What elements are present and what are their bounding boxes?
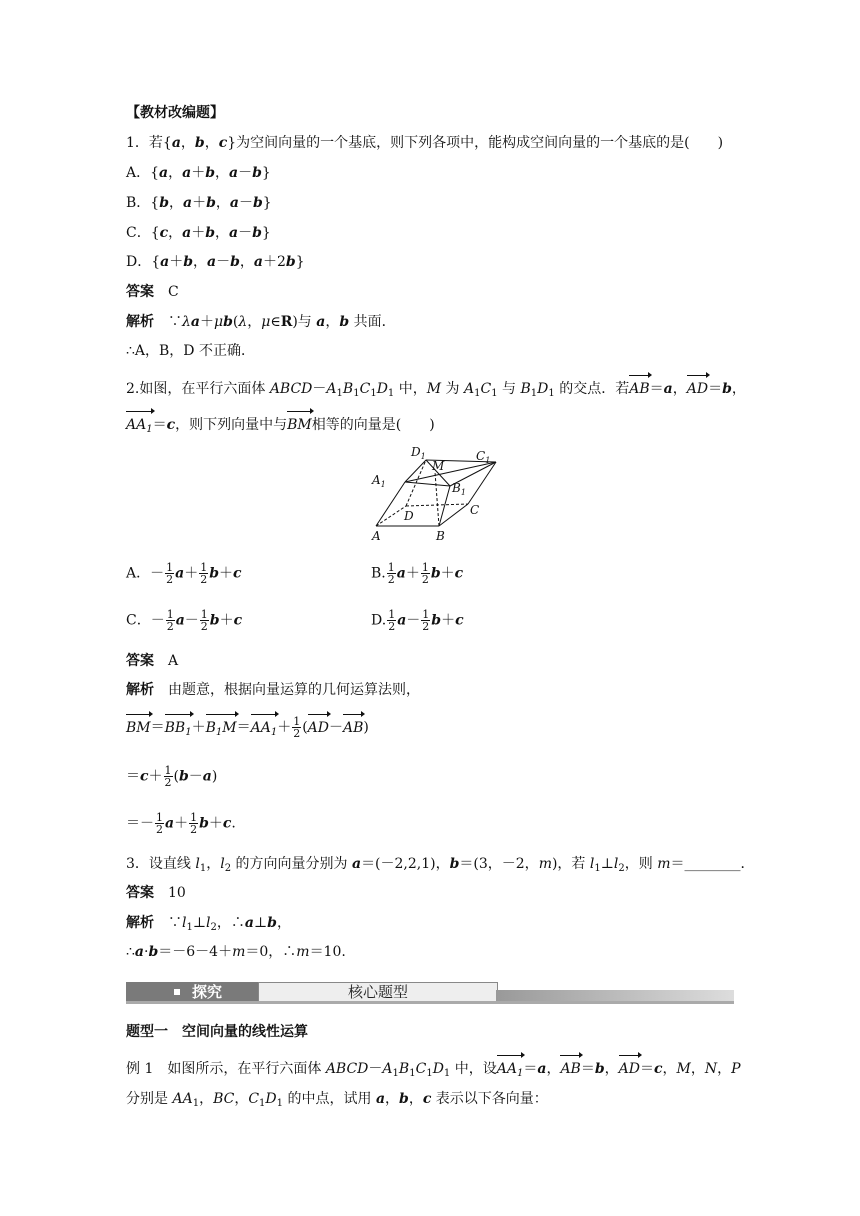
label-m: M xyxy=(432,459,445,473)
q3-analysis-2: ∴a·b＝－6－4＋m＝0，∴m＝10. xyxy=(126,944,346,960)
label-d: D xyxy=(404,509,414,523)
section-banner xyxy=(126,982,734,1004)
q1-analysis-2: ∴A，B，D 不正确． xyxy=(126,343,255,359)
q2-option-d: D. $\frac{1}{2}$ a－ $\frac{1}{2}$ b＋c xyxy=(371,608,464,633)
q1-stem: 1．若{a，b，c}为空间向量的一个基底，则下列各项中，能构成空间向量的一个基底的是( ) xyxy=(126,135,724,151)
edge-ad xyxy=(376,506,406,526)
label-b: B xyxy=(436,529,445,543)
q1-option-d: D．{a＋b，a－b，a＋2b} xyxy=(126,254,305,270)
q1-option-c: C．{c，a＋b，a－b} xyxy=(126,225,271,241)
label-a1: $A_1$ xyxy=(372,473,386,489)
edge-bb1 xyxy=(439,486,450,526)
diag-a1c1 xyxy=(405,462,496,482)
q1-analysis: 解析 ∵λa＋μb(λ，μ∈R)与 a，b 共面． xyxy=(126,314,396,330)
q2-stem-1: 2.如图，在平行六面体 $ABCD-A_1B_1C_1D_1$ 中，M 为 $A_1C_1$ 与 $B_1D_1$ 的交点．若AB＝a，AD＝b， xyxy=(126,381,746,399)
parallelepiped-figure xyxy=(360,440,510,546)
q2-step-2: ＝c＋ $\frac{1}{2}$ (b－a) xyxy=(126,764,218,789)
q1-option-b: B．{b，a＋b，a－b} xyxy=(126,195,272,211)
q3-stem: 3．设直线 $l_1$，$l_2$ 的方向向量分别为 a＝(－2,2,1)，b＝(3，－2，m)，若 $l_1\perp l_2$，则 m＝________． xyxy=(126,856,755,874)
label-c: C xyxy=(470,503,480,517)
q2-step-1: $BM=BB_1+B_1M=AA_1+$ $\frac{1}{2}$ (AD－AB) xyxy=(126,716,369,743)
label-d1: $D_1$ xyxy=(411,445,426,461)
q2-option-c: C．－ $\frac{1}{2}$ a－ $\frac{1}{2}$ b＋c xyxy=(126,608,243,633)
q2-stem-2: $AA_1=c$，则下列向量中与BM相等的向量是( ) xyxy=(126,415,435,440)
q2-option-b: B. $\frac{1}{2}$ a＋ $\frac{1}{2}$ b＋c xyxy=(371,561,464,586)
edge-a1b1 xyxy=(405,482,450,486)
example1-line-1: 例 1 如图所示，在平行六面体 $ABCD-A_1B_1C_1D_1$ 中，设$AA_1=a$，AB＝b，AD＝c，M，N，P xyxy=(126,1059,741,1084)
q2-answer: 答案 A xyxy=(126,653,179,669)
q2-analysis: 解析 由题意，根据向量运算的几何运算法则， xyxy=(126,682,420,698)
q1-answer: 答案 C xyxy=(126,284,179,300)
q3-answer: 答案 10 xyxy=(126,885,186,901)
edge-a1d1 xyxy=(405,460,426,482)
type1-heading: 题型一 空间向量的线性运算 xyxy=(126,1024,308,1040)
q2-option-a: A．－ $\frac{1}{2}$ a＋ $\frac{1}{2}$ b＋c xyxy=(126,561,242,586)
example1-line-2: 分别是 $AA_1$，BC，$C_1D_1$ 的中点，试用 a，b，c 表示以下各向量： xyxy=(126,1091,548,1109)
q1-option-a: A．{a，a＋b，a－b} xyxy=(126,165,271,181)
label-b1: $B_1$ xyxy=(452,481,466,497)
q2-step-3: ＝－ $\frac{1}{2}$ a＋ $\frac{1}{2}$ b＋c. xyxy=(126,811,236,836)
seg-bm xyxy=(435,472,439,526)
edge-bc xyxy=(439,504,468,526)
banner-explore: 探究 xyxy=(126,982,258,1002)
edge-dd1 xyxy=(406,460,426,506)
edge-cc1 xyxy=(468,462,496,504)
banner-core-types: 核心题型 xyxy=(258,982,498,1002)
label-a: A xyxy=(372,529,381,543)
label-c1: $C_1$ xyxy=(476,449,491,465)
q3-analysis-1: 解析 $\because l_1\perp l_2$，∴a⊥b， xyxy=(126,915,291,933)
section-label: 【教材改编题】 xyxy=(126,105,224,121)
